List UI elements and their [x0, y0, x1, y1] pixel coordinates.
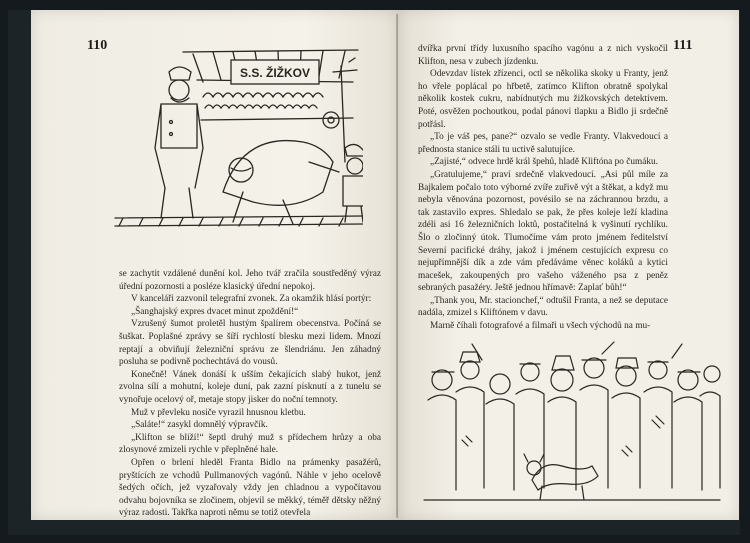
left-paragraph-9: Opřen o brlení hleděl Franta Bidlo na prámenky pasažérů, pryštících ze vchodů Pullmanových vagónů. Náhle v jeho ocelově šedých očích, jež vyzařovaly vždy jen chladnou a vypočítavou odvahu bojovníka se zločinem, objevil se měkký, téměř dětsky něžný výraz radosti. Takřka naproti němu se totiž otevřela	[119, 457, 381, 519]
right-page-text	[418, 43, 668, 333]
station-sign-text: S.S. ŽIŽKOV	[239, 66, 311, 80]
right-paragraph-4: „Zajisté,“ odvece hrdě král špehů, hladě Kliftóna po čumáku.	[430, 157, 658, 168]
left-paragraph-5: Konečně! Vánek donáší k ušším čekajících slabý hukot, jenž zvolna sílí a mohutní, koleje duní, pak zazní písknutí a z tunelu se vynořuje ocelový oř, metaje stopy jisker do noční temnoty.	[119, 369, 381, 405]
left-paragraph-1: se zachytit vzdálené dunění kol. Jeho tvář zračila soustředěný výraz úřední pozornosti a posléze klasický úřední nepokoj.	[119, 269, 381, 292]
right-paragraph-1: dvířka první třídy luxusního spacího vagónu a z nich vyskočil Klifton, nesa v zubech jízdenku.	[418, 44, 668, 67]
left-paragraph-8: „Klifton se blíží!“ šeptl druhý muž s přídechem hrůzy a oba zlosynové zmizeli rychle v přeplněné hale.	[119, 432, 381, 456]
crowd-illustration	[422, 340, 722, 510]
left-paragraph-3: „Šanghajský expres dvacet minut zpoždění!“	[131, 306, 299, 317]
left-paragraph-2: V kanceláři zazvonil telegrafní zvonek. Za okamžik hlásí portýr:	[131, 294, 372, 305]
left-paragraph-4: Vzrušený šumot proletěl hustým špalírem obecenstva. Počíná se šuškat. Poplašné zprávy se šíří rychlostí blesku mezi lidem. Mnozí reptají a obviňují železniční správu ze šlendriánu. Jen záhadný posluha se podivně pochechtává do vousů.	[119, 319, 381, 368]
right-page-number: 111	[673, 38, 693, 53]
right-paragraph-3: „To je váš pes, pane?“ ozvalo se vedle Franty. Vlakvedoucí a přednosta stanice stáli tu uctivě salutujíce.	[418, 132, 668, 155]
station-illustration	[113, 42, 363, 228]
left-paragraph-6: Muž v převleku nosiče vyrazil hnusnou kletbu.	[131, 407, 306, 418]
left-page-text	[119, 268, 381, 520]
right-paragraph-7: Marně číhali fotografové a filmaři u všech východů na mu-	[430, 321, 651, 332]
right-paragraph-5: „Gratulujeme,“ praví srdečně vlakvedoucí. „Asi půl míle za Bajkalem počalo toto výborné zvíře zuřivě výt a štěkat, a když mu nebyla věnována pozornost, povésilo se na záchrannou brzdu, a tak zastavilo expres. Shledalo se pak, že přes koleje leží kladina zdéli asi 16 železničních loktů, postačitelná k vyšinutí rychlíku. Šlo o zločinný útok. Tlumočíme vám proto jménem ředitelství Severní pacifické dráhy, jakož i jménem cestujících expresu co nejupřímnější dík a zde vám předáváme věnec koláků a kytici macešek, zakoupených pro vašeho váženého psa z peněz sebraných pasažéry. Ještě jednou hřímavě: Zaplať bůh!“	[418, 169, 668, 294]
right-page	[398, 10, 739, 520]
left-page	[31, 10, 398, 520]
right-paragraph-6: „Thank you, Mr. stacionchef,“ odtušil Franta, a než se deputace nadála, zmizel s Kliftónem v davu.	[418, 295, 668, 319]
left-page-number: 110	[87, 38, 108, 53]
right-paragraph-2: Odevzdav lístek zřízenci, octl se několika skoky u Franty, jenž ho vřele poplácal po hřbetě, zatímco Klifton obratně spolykal několik kostek cukru, nabídnutých mu žižkovských detektivem. Poté, osvěžen pochoutkou, podal pánovi tlapku a Bidlo ji srdečně potřásl.	[418, 69, 668, 130]
left-paragraph-7: „Saláte!“ zasykl domnělý výpravčík.	[131, 420, 268, 431]
